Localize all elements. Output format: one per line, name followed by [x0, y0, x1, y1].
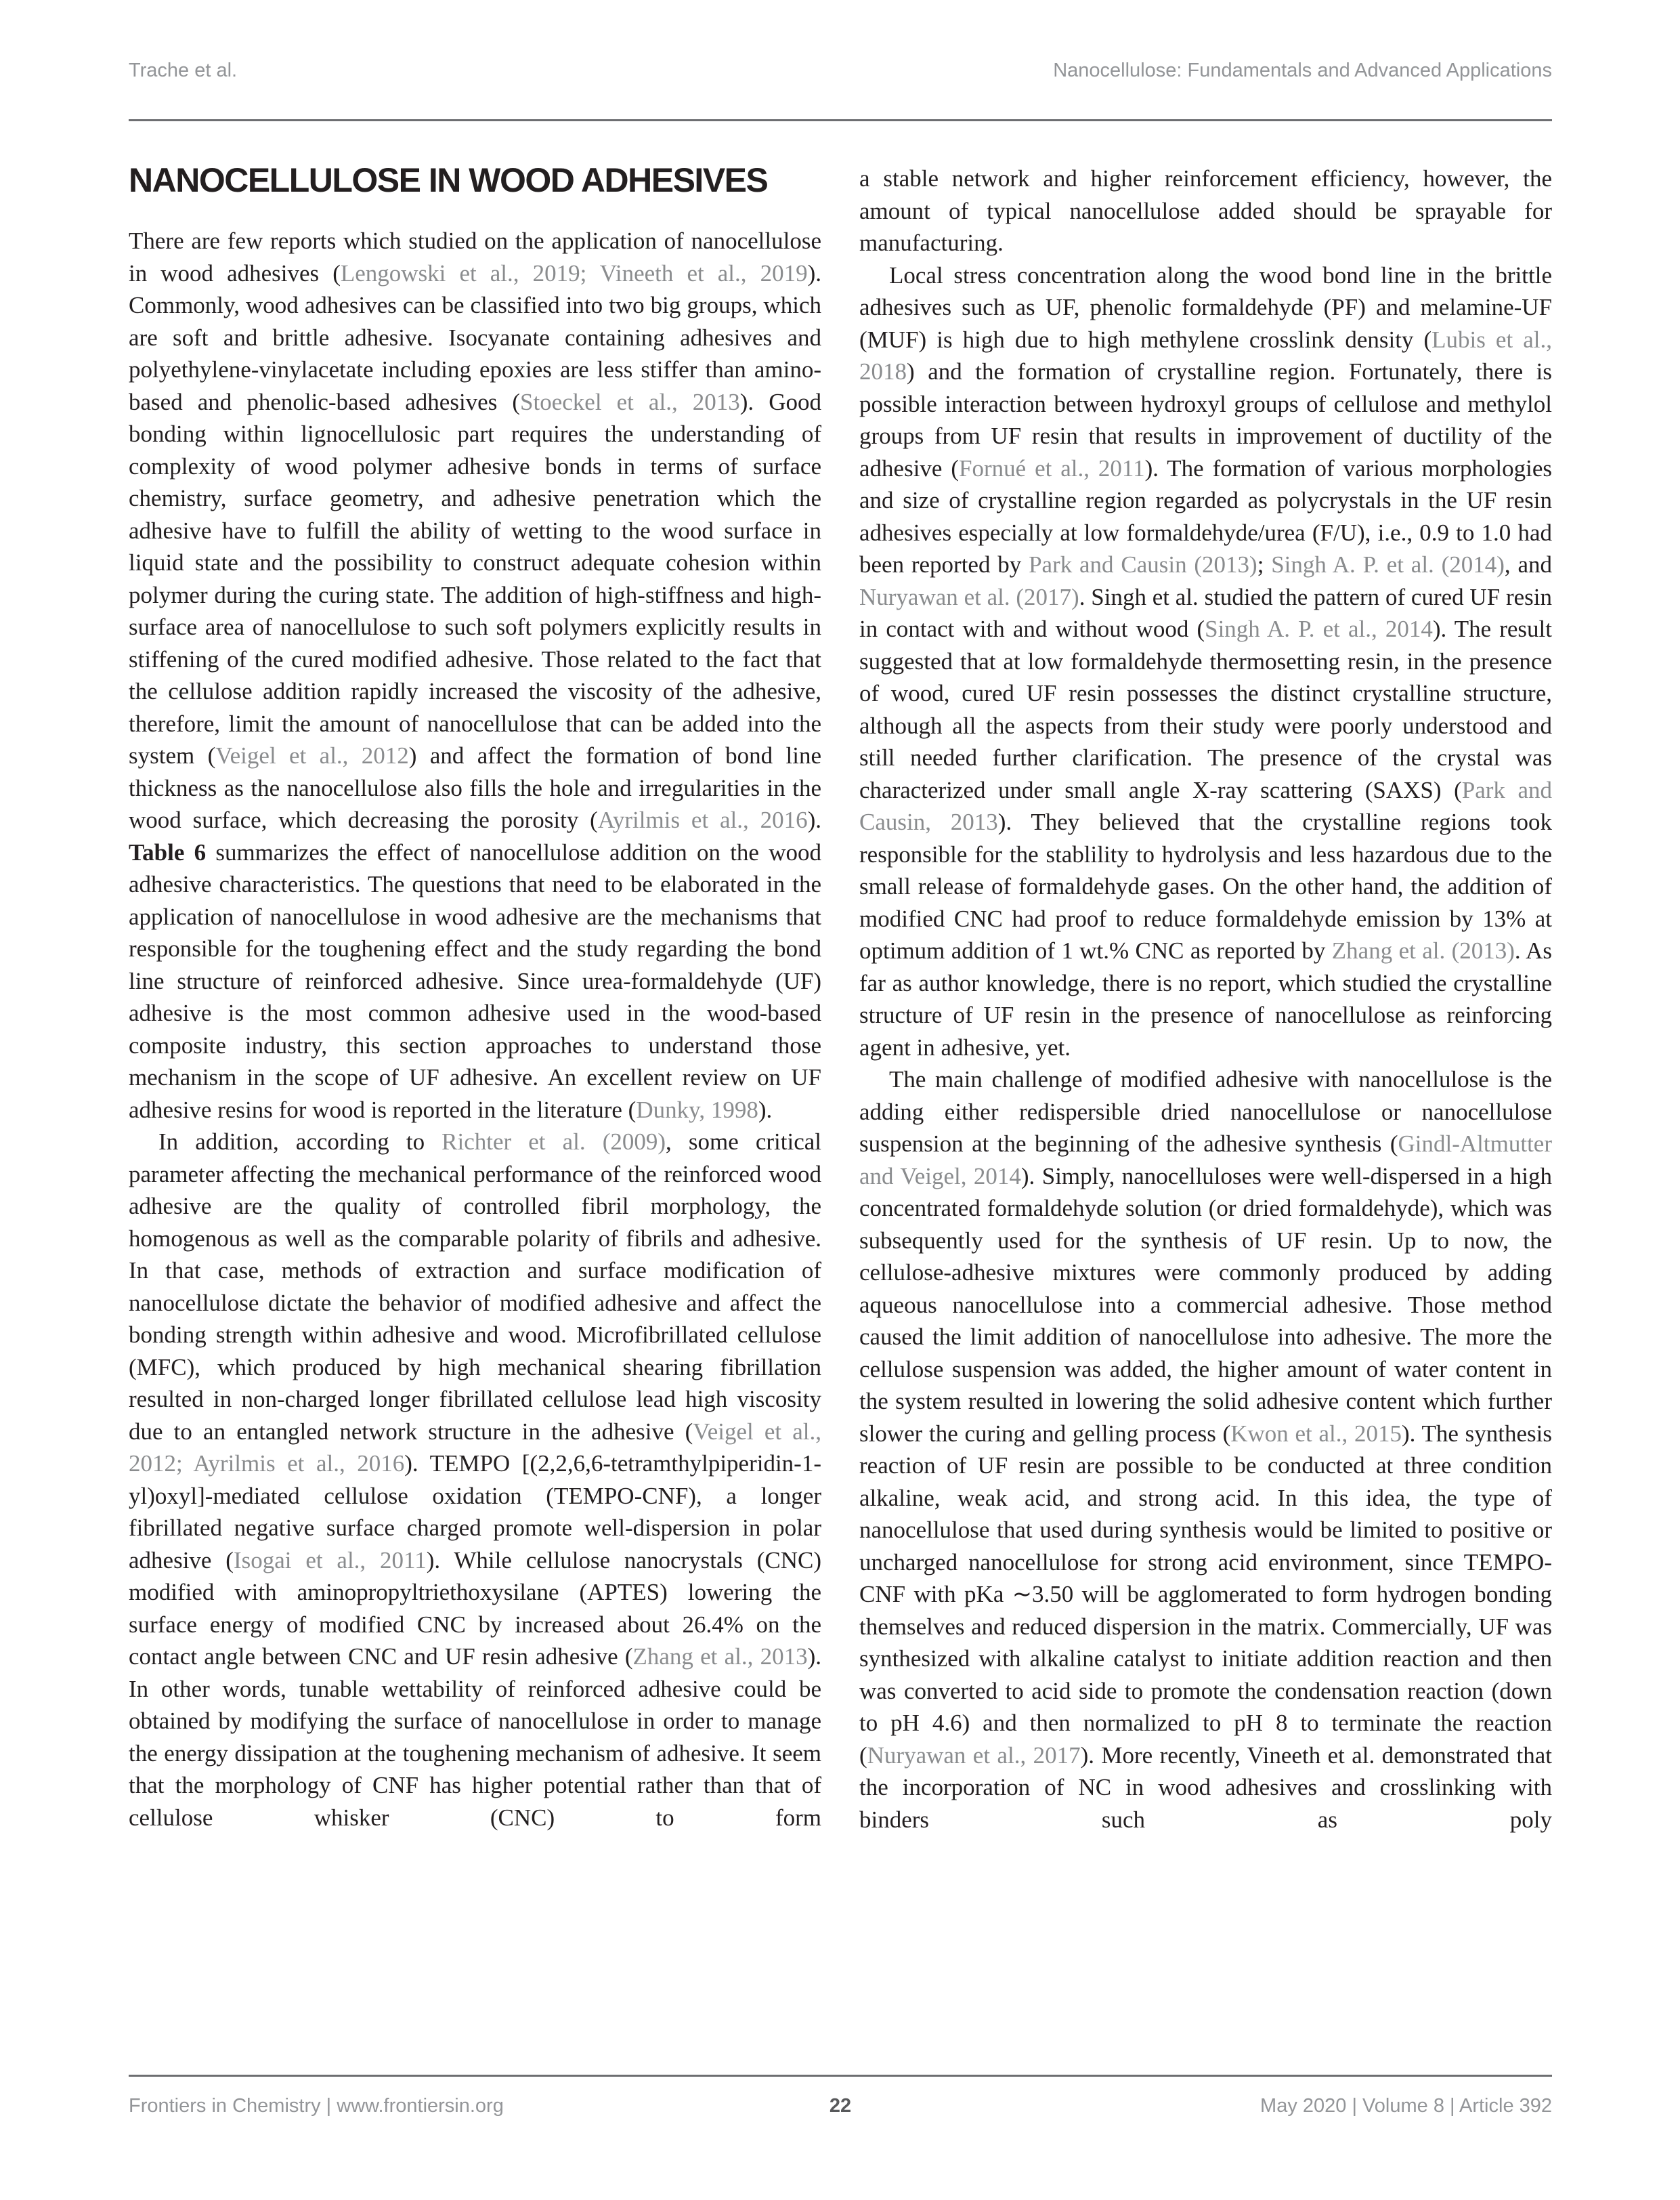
text-segment: ) and the formation of crystalline region. Fortunately, there is possible interaction between hydroxyl groups of cellulose and methylol groups from UF resin that results in improvement of ductility of the adhesive (: [859, 358, 1552, 482]
header-article-title: Nanocellulose: Fundamentals and Advanced Applications: [1053, 60, 1552, 81]
footer-journal: Frontiers in Chemistry | www.frontiersin.org: [129, 2095, 504, 2117]
text-segment: , and: [1504, 551, 1552, 578]
left-column-paragraphs: [129, 225, 821, 1834]
citation-link[interactable]: Isogai et al., 2011: [233, 1546, 427, 1573]
citation-link[interactable]: Singh A. P. et al., 2014: [1205, 616, 1433, 642]
header-rule: [129, 119, 1552, 121]
text-segment: ). In other words, tunable wettability of reinforced adhesive could be obtained by modifying the surface of nanocellulose in order to manage the energy dissipation at the toughening mechanism of adhesive. It seem that the morphology of CNF has higher potential rather than that of cellulose whisker (CNC) to form: [129, 1643, 821, 1831]
footer-issue-info: May 2020 | Volume 8 | Article 392: [1260, 2095, 1553, 2117]
text-segment: There are few reports which studied on the application of nanocellulose in wood adhesives (: [129, 228, 821, 287]
citation-link[interactable]: Nuryawan et al., 2017: [867, 1741, 1081, 1769]
text-segment: ). More recently, Vineeth et al. demonstrated that the incorporation of NC in wood adhesives and crosslinking with binders such as poly: [859, 1741, 1552, 1833]
left-column: [129, 163, 821, 2059]
text-segment: ).: [807, 807, 821, 833]
citation-link[interactable]: Park and Causin (2013): [1029, 551, 1257, 578]
text-segment: . Singh et al. studied the pattern of cured UF resin in contact with and without wood (: [859, 583, 1552, 642]
citation-link[interactable]: Zhang et al. (2013): [1331, 937, 1515, 964]
article-body: [129, 163, 1552, 2059]
citation-link[interactable]: Ayrilmis et al., 2016: [597, 807, 808, 833]
right-column-paragraphs: [859, 163, 1552, 1836]
citation-link[interactable]: Kwon et al., 2015: [1230, 1420, 1402, 1447]
header-authors: Trache et al.: [129, 60, 238, 81]
table-reference[interactable]: Table 6: [129, 839, 207, 866]
citation-link[interactable]: Dunky, 1998: [636, 1096, 758, 1123]
text-segment: Local stress concentration along the wood bond line in the brittle adhesives such as UF, phenolic formaldehyde (PF) and melamine-UF (MUF) is high due to high methylene crosslink density (: [859, 261, 1552, 353]
text-segment: a stable network and higher reinforcement efficiency, however, the amount of typical nanocellulose added should be sprayable for manufacturing.: [859, 165, 1552, 256]
running-footer: [129, 2095, 1552, 2117]
text-segment: , some critical parameter affecting the mechanical performance of the reinforced wood adhesive are the quality of controlled fibril morphology, the homogenous as well as the comparable polarity of fibrils and adhesive. In that case, methods of extraction and surface modification of nanocellulose dictate the behavior of modified adhesive and affect the bonding strength within adhesive and wood. Microfibrillated cellulose (MFC), which produced by high mechanical shearing fibrillation resulted in non-charged longer fibrillated cellulose lead high viscosity due to an entangled network structure in the adhesive (: [129, 1128, 821, 1445]
right-column: [859, 163, 1552, 2059]
citation-link[interactable]: Gindl-Altmutter and Veigel, 2014: [859, 1130, 1552, 1189]
text-segment: ;: [1257, 551, 1272, 578]
paragraph: [129, 225, 821, 1126]
text-segment: ). The synthesis reaction of UF resin are possible to be conducted at three condition alkaline, weak acid, and strong acid. In this idea, the type of nanocellulose that used during synthesis would be limited to positive or uncharged nanocellulose for strong acid environment, since TEMPO-CNF with pKa ∼3.50 will be agglomerated to form hydrogen bonding themselves and reduced dispersion in the matrix. Commercially, UF was synthesized with alkaline catalyst to initiate addition reaction and then was converted to acid side to promote the condensation reaction (down to pH 4.6) and then normalized to pH 8 to terminate the reaction (: [859, 1420, 1552, 1769]
text-segment: ). The result suggested that at low formaldehyde thermosetting resin, in the presence of wood, cured UF resin possesses the distinct crystalline structure, although all the aspects from their study were poorly understood and still needed further clarification. The presence of the crystal was characterized under small angle X-ray scattering (SAXS) (: [859, 616, 1552, 803]
citation-link[interactable]: Zhang et al., 2013: [632, 1643, 808, 1670]
text-segment: summarizes the effect of nanocellulose addition on the wood adhesive characteristics. The questions that need to be elaborated in the application of nanocellulose in wood adhesive are the mechanisms that responsible for the toughening effect and the study regarding the bond line structure of reinforced adhesive. Since urea-formaldehyde (UF) adhesive is the most common adhesive used in the wood-based composite industry, this section approaches to understand those mechanism in the scope of UF adhesive. An excellent review on UF adhesive resins for wood is reported in the literature (: [129, 839, 821, 1123]
paragraph: [859, 259, 1552, 1064]
text-segment: ). Good bonding within lignocellulosic part requires the understanding of complexity of wood polymer adhesive bonds in terms of surface chemistry, surface geometry, and adhesive penetration which the adhesive have to fulfill the ability of wetting to the wood surface in liquid state and the possibility to construct adequate cohesion within polymer during the curing state. The addition of high-stiffness and high-surface area of nanocellulose to such soft polymers explicitly results in stiffening of the cured modified adhesive. Those related to the fact that the cellulose addition rapidly increased the viscosity of the adhesive, therefore, limit the amount of nanocellulose that can be added into the system (: [129, 388, 822, 769]
text-segment: ). TEMPO [(2,2,6,6-tetramthylpiperidin-1-yl)oxyl]-mediated cellulose oxidation (TEMPO-CNF), a longer fibrillated negative surface charged promote well-dispersion in polar adhesive (: [129, 1450, 821, 1573]
paragraph: [859, 163, 1552, 259]
text-segment: ). They believed that the crystalline regions took responsible for the stablility to hydrolysis and less hazardous due to the small release of formaldehyde gases. On the other hand, the addition of modified CNC had proof to reduce formaldehyde emission by 13% at optimum addition of 1 wt.% CNC as reported by: [859, 809, 1552, 964]
citation-link[interactable]: Singh A. P. et al. (2014): [1271, 551, 1505, 578]
citation-link[interactable]: Park and Causin, 2013: [859, 776, 1552, 835]
citation-link[interactable]: Lubis et al., 2018: [859, 326, 1552, 385]
text-segment: ) and affect the formation of bond line thickness as the nanocellulose also fills the hole and irregularities in the wood surface, which decreasing the porosity (: [129, 742, 821, 833]
text-segment: The main challenge of modified adhesive with nanocellulose is the adding either redispersible dried nanocellulose or nanocellulose suspension at the beginning of the adhesive synthesis (: [859, 1066, 1552, 1157]
section-title: NANOCELLULOSE IN WOOD ADHESIVES: [129, 163, 768, 199]
text-segment: . As far as author knowledge, there is no report, which studied the crystalline structure of UF resin in the presence of nanocellulose as reinforcing agent in adhesive, yet.: [859, 937, 1552, 1061]
citation-link[interactable]: Stoeckel et al., 2013: [520, 388, 740, 415]
citation-link[interactable]: Fornué et al., 2011: [959, 454, 1145, 482]
text-segment: In addition, according to: [158, 1128, 442, 1155]
citation-link[interactable]: Nuryawan et al. (2017): [859, 583, 1079, 610]
running-header: [129, 60, 1552, 82]
text-segment: ). While cellulose nanocrystals (CNC) modified with aminopropyltriethoxysilane (APTES) lowering the surface energy of modified CNC by increased about 26.4% on the contact angle between CNC and UF resin adhesive (: [129, 1546, 821, 1670]
paragraph: [859, 1063, 1552, 1836]
paragraph: [129, 1126, 821, 1834]
citation-link[interactable]: Veigel et al., 2012; Ayrilmis et al., 2016: [129, 1418, 821, 1477]
footer-rule: [129, 2075, 1552, 2077]
text-segment: ). Simply, nanocelluloses were well-dispersed in a high concentrated formaldehyde solution (or dried formaldehyde), which was subsequently used for the synthesis of UF resin. Up to now, the cellulose-adhesive mixtures were commonly produced by adding aqueous nanocellulose into a commercial adhesive. Those method caused the limit addition of nanocellulose into adhesive. The more the cellulose suspension was added, the higher amount of water content in the system resulted in lowering the solid adhesive content which further slower the curing and gelling process (: [859, 1162, 1552, 1447]
footer-page-number: 22: [829, 2095, 852, 2117]
text-segment: ). The formation of various morphologies and size of crystalline region regarded as polycrystals in the UF resin adhesives especially at low formaldehyde/urea (F/U), i.e., 0.9 to 1.0 had been reported by: [859, 454, 1552, 578]
citation-link[interactable]: Veigel et al., 2012: [215, 742, 409, 769]
citation-link[interactable]: Richter et al. (2009): [441, 1128, 666, 1155]
text-segment: ).: [758, 1096, 773, 1123]
citation-link[interactable]: Lengowski et al., 2019; Vineeth et al., 2019: [340, 259, 808, 287]
text-segment: ). Commonly, wood adhesives can be classified into two big groups, which are soft and brittle adhesive. Isocyanate containing adhesives and polyethylene-vinylacetate including epoxies are less stiffer than amino-based and phenolic-based adhesives (: [129, 259, 821, 415]
